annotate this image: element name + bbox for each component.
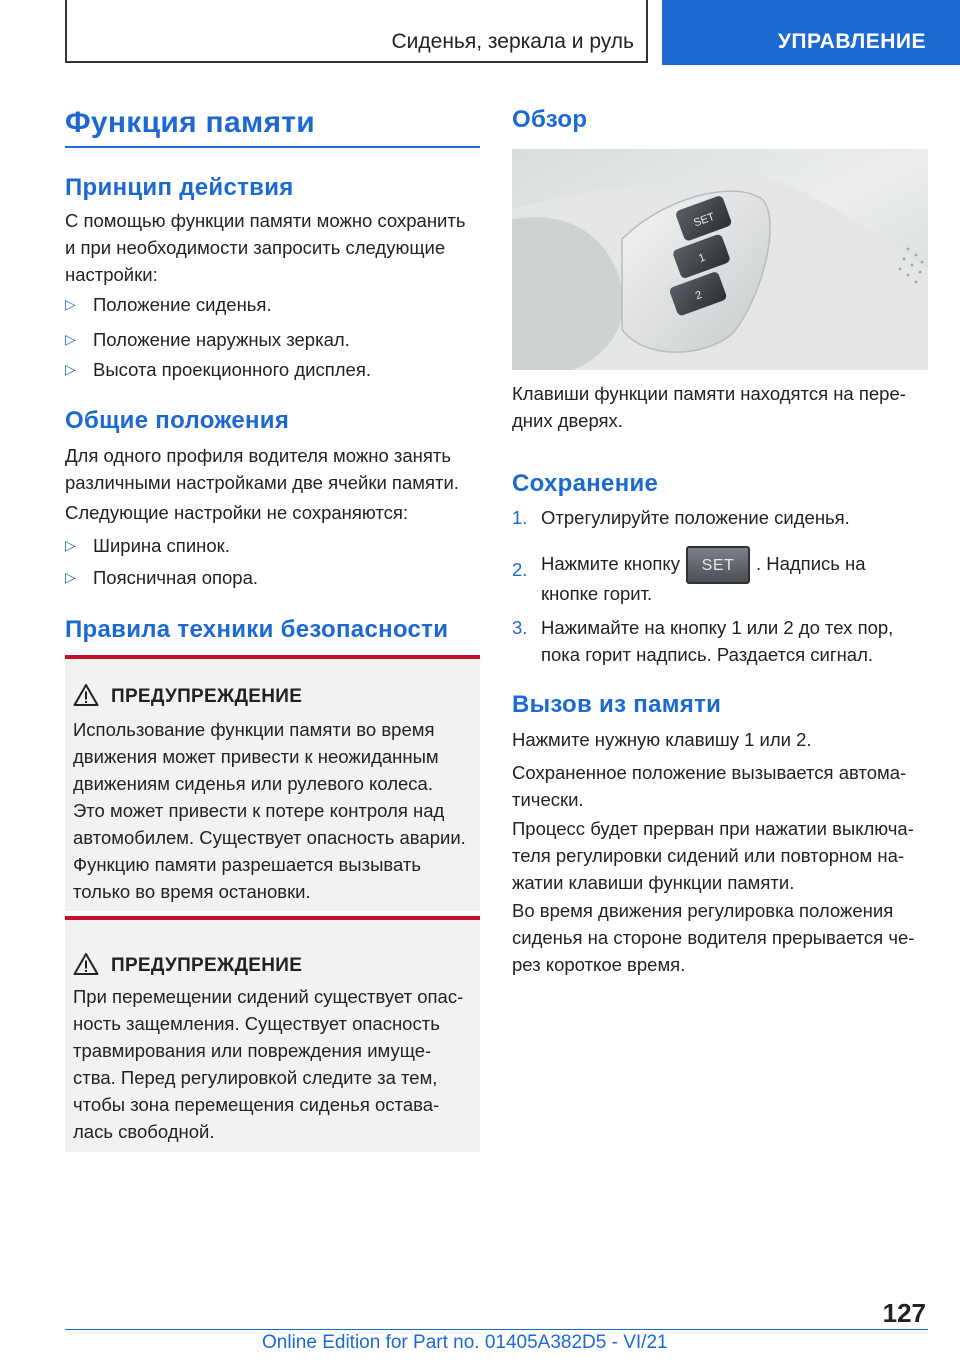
step-text xyxy=(541,542,929,607)
recall-p1: Нажмите нужную клавишу 1 или 2. xyxy=(512,729,812,750)
text-line: Сохраненное положение вызывается автома- xyxy=(512,762,907,783)
warning-triangle-icon xyxy=(73,683,99,707)
title-rule xyxy=(65,146,480,148)
memory-buttons-photo xyxy=(512,149,928,370)
header-section-tab xyxy=(662,0,960,65)
text-line: жатии клавиши функции памяти. xyxy=(512,872,795,893)
page-number: 127 xyxy=(882,1298,926,1328)
text-line: движениям сиденья или рулевого колеса. xyxy=(73,773,433,794)
text-line: Процесс будет прерван при нажатии выключа- xyxy=(512,818,914,839)
text-line: Использование функции памяти во время xyxy=(73,719,435,740)
recall-p3 xyxy=(512,815,928,896)
list-item-text: Положение сиденья. xyxy=(93,294,272,315)
text-line: Клавиши функции памяти находятся на пере- xyxy=(512,383,906,404)
footer-edition: Online Edition for Part no. 01405A382D5 - VI/21 xyxy=(262,1332,668,1353)
warning-box xyxy=(65,655,480,911)
save-heading: Сохранение xyxy=(512,470,659,497)
text-line: настройки: xyxy=(65,264,158,285)
text-line: рез короткое время. xyxy=(512,954,686,975)
list-item-text: Высота проекционного дисплея. xyxy=(93,359,371,380)
text-line: Функцию памяти разрешается вызывать xyxy=(73,854,421,875)
triangle-bullet-icon: ▷ xyxy=(65,569,76,585)
list-item-text: Положение наружных зеркал. xyxy=(93,329,350,350)
text-line: С помощью функции памяти можно сохранить xyxy=(65,210,466,231)
text-line: ства. Перед регулировкой следите за тем, xyxy=(73,1067,438,1088)
text-line: травмирования или повреждения имуще- xyxy=(73,1040,432,1061)
text-line: При перемещении сидений существует опас- xyxy=(73,986,464,1007)
text-line: кнопке горит. xyxy=(541,583,653,604)
warning-text xyxy=(73,716,481,905)
photo-key-label: 2 xyxy=(693,288,704,303)
triangle-bullet-icon: ▷ xyxy=(65,296,76,312)
step-number: 2. xyxy=(512,559,528,580)
warning-title: ПРЕДУПРЕЖДЕНИЕ xyxy=(111,686,303,707)
safety-heading: Правила техники безопасности xyxy=(65,616,449,643)
text-line: Для одного профиля водителя можно занять xyxy=(65,445,451,466)
warning-text xyxy=(73,983,481,1145)
footer-rule xyxy=(65,1329,928,1330)
text-line: сиденья на стороне водителя прерывается че- xyxy=(512,927,915,948)
recall-heading: Вызов из памяти xyxy=(512,691,722,718)
step-number: 1. xyxy=(512,507,528,528)
recall-p2 xyxy=(512,759,928,813)
warning-box xyxy=(65,916,480,1152)
step-item xyxy=(512,542,928,612)
photo-caption xyxy=(512,380,928,434)
list-item-text: Ширина спинок. xyxy=(93,535,230,556)
text-line: теля регулировки сидений или повторном на- xyxy=(512,845,905,866)
step-item xyxy=(512,504,928,532)
text-line: только во время остановки. xyxy=(73,881,311,902)
text-line: и при необходимости запросить следующие xyxy=(65,237,446,258)
principle-heading: Принцип действия xyxy=(65,174,294,201)
triangle-bullet-icon: ▷ xyxy=(65,361,76,377)
text-line: различными настройками две ячейки памяти. xyxy=(65,472,459,493)
step-text-after: . Надпись на xyxy=(755,553,866,574)
text-line: лась свободной. xyxy=(73,1121,215,1142)
photo-key-label: SET xyxy=(692,210,717,230)
header-chapter-box xyxy=(65,0,648,63)
header-section: УПРАВЛЕНИЕ xyxy=(777,30,926,53)
warning-title: ПРЕДУПРЕЖДЕНИЕ xyxy=(111,955,303,976)
text-line: движения может привести к неожиданным xyxy=(73,746,439,767)
warning-triangle-icon xyxy=(73,952,99,976)
text-line: ность защемления. Существует опасность xyxy=(73,1013,440,1034)
text-line: чтобы зона перемещения сиденья остава- xyxy=(73,1094,440,1115)
recall-p4 xyxy=(512,897,928,978)
list-item-text: Поясничная опора. xyxy=(93,567,259,588)
text-line: дних дверях. xyxy=(512,410,623,431)
step-item xyxy=(512,614,928,670)
step-text-before: Нажмите кнопку xyxy=(541,553,680,574)
photo-key-label: 1 xyxy=(697,251,708,265)
text-line: Нажимайте на кнопку 1 или 2 до тех пор, xyxy=(541,617,894,638)
general-heading: Общие положения xyxy=(65,407,290,434)
step-text xyxy=(541,614,929,668)
set-key-icon: SET xyxy=(686,546,750,584)
step-text: Отрегулируйте положение сиденья. xyxy=(541,507,850,528)
header-chapter: Сиденья, зеркала и руль xyxy=(391,30,634,53)
text-line: тически. xyxy=(512,789,584,810)
triangle-bullet-icon: ▷ xyxy=(65,331,76,347)
text-line: Это может привести к потере контроля над xyxy=(73,800,445,821)
general-text xyxy=(65,442,480,496)
step-number: 3. xyxy=(512,617,528,638)
text-line: Во время движения регулировка положения xyxy=(512,900,894,921)
principle-text xyxy=(65,207,480,288)
not-saved-text: Следующие настройки не сохраняются: xyxy=(65,502,409,523)
overview-heading: Обзор xyxy=(512,106,588,133)
triangle-bullet-icon: ▷ xyxy=(65,537,76,553)
text-line: автомобилем. Существует опасность аварии. xyxy=(73,827,466,848)
text-line: пока горит надпись. Раздается сигнал. xyxy=(541,644,874,665)
page-title: Функция памяти xyxy=(65,106,315,139)
